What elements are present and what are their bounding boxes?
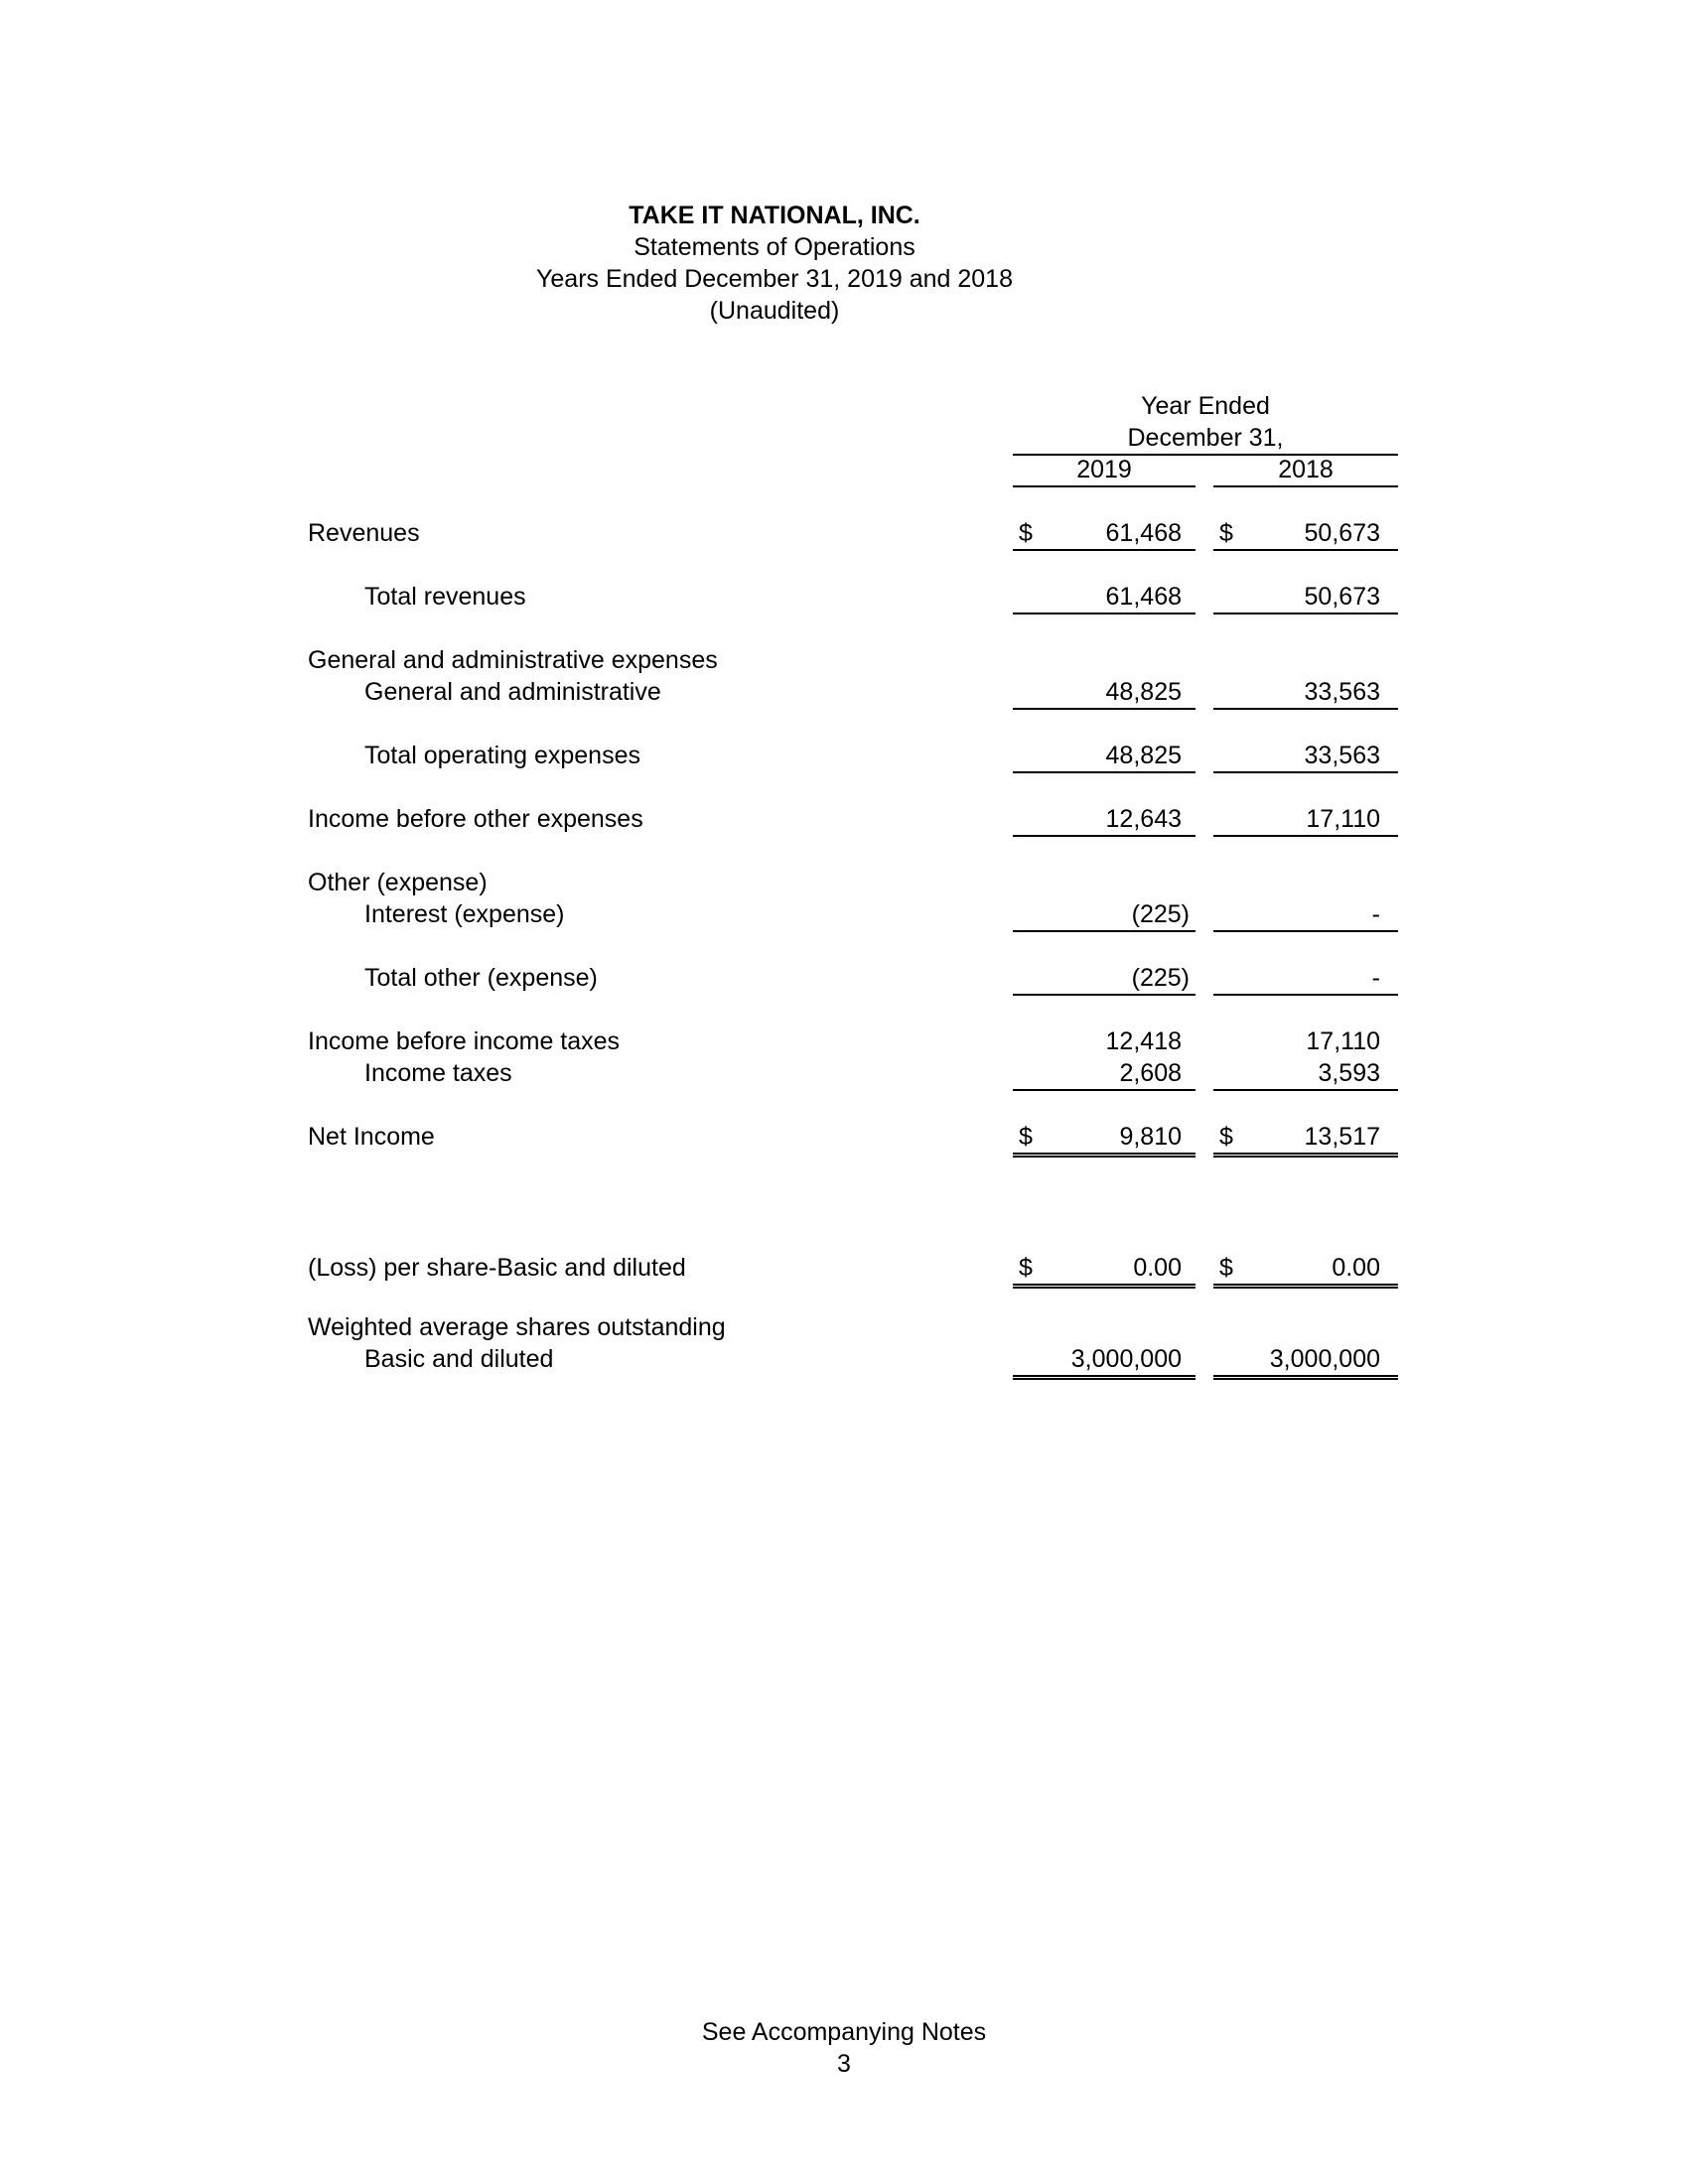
underline-rule [1013, 771, 1196, 773]
total-revenues-label: Total revenues [364, 583, 526, 611]
underline-rule [1013, 613, 1196, 614]
income-before-taxes-label: Income before income taxes [308, 1027, 621, 1055]
column-header-2019-rule [1013, 485, 1196, 487]
wso-heading: Weighted average shares outstanding [308, 1313, 726, 1341]
net-income-label: Net Income [308, 1123, 435, 1151]
net-income-2018: 13,517 [1304, 1123, 1380, 1151]
wso-2018: 3,000,000 [1269, 1345, 1380, 1373]
total-other-label: Total other (expense) [364, 964, 598, 992]
currency-symbol: $ [1019, 1123, 1033, 1151]
underline-rule [1213, 994, 1398, 996]
double-underline-rule [1013, 1375, 1196, 1380]
ga-2018: 33,563 [1304, 678, 1380, 706]
ga-label: General and administrative [364, 678, 661, 706]
underline-rule [1213, 835, 1398, 837]
column-header-2018: 2018 [1278, 456, 1334, 483]
double-underline-rule [1213, 1375, 1398, 1380]
income-before-taxes-2018: 17,110 [1306, 1027, 1380, 1055]
interest-2018: - [1371, 900, 1380, 928]
eps-2019: 0.00 [1133, 1254, 1182, 1282]
currency-symbol: $ [1219, 1123, 1233, 1151]
revenues-label: Revenues [308, 519, 420, 547]
interest-2019: (225) [1131, 900, 1190, 928]
audit-status: (Unaudited) [709, 297, 840, 325]
underline-rule [1013, 1089, 1196, 1091]
underline-rule [1213, 549, 1398, 551]
income-taxes-label: Income taxes [364, 1059, 512, 1087]
footer-note: See Accompanying Notes [701, 2018, 987, 2046]
double-underline-rule [1013, 1153, 1196, 1158]
revenues-2019: 61,468 [1105, 519, 1182, 547]
income-before-other-2018: 17,110 [1306, 805, 1380, 833]
ga-2019: 48,825 [1105, 678, 1182, 706]
ga-heading: General and administrative expenses [308, 646, 718, 674]
total-operating-label: Total operating expenses [364, 742, 640, 769]
double-underline-rule [1213, 1284, 1398, 1289]
total-operating-2018: 33,563 [1304, 742, 1380, 769]
currency-symbol: $ [1019, 1254, 1033, 1282]
column-group-line1: Year Ended [1141, 392, 1270, 420]
underline-rule [1013, 994, 1196, 996]
column-header-2018-rule [1213, 485, 1398, 487]
total-revenues-2018: 50,673 [1304, 583, 1380, 611]
income-taxes-2018: 3,593 [1318, 1059, 1380, 1087]
page-number: 3 [837, 2050, 851, 2078]
revenues-2018: 50,673 [1304, 519, 1380, 547]
total-other-2018: - [1371, 964, 1380, 992]
wso-label: Basic and diluted [364, 1345, 554, 1373]
double-underline-rule [1013, 1284, 1196, 1289]
statement-period: Years Ended December 31, 2019 and 2018 [536, 265, 1013, 293]
total-revenues-2019: 61,468 [1105, 583, 1182, 611]
underline-rule [1213, 613, 1398, 614]
underline-rule [1013, 835, 1196, 837]
net-income-2019: 9,810 [1119, 1123, 1182, 1151]
underline-rule [1213, 930, 1398, 932]
currency-symbol: $ [1019, 519, 1033, 547]
underline-rule [1013, 549, 1196, 551]
income-taxes-2019: 2,608 [1119, 1059, 1182, 1087]
total-operating-2019: 48,825 [1105, 742, 1182, 769]
underline-rule [1213, 771, 1398, 773]
currency-symbol: $ [1219, 1254, 1233, 1282]
income-before-other-label: Income before other expenses [308, 805, 643, 833]
statement-title: Statements of Operations [633, 233, 915, 261]
currency-symbol: $ [1219, 519, 1233, 547]
company-name: TAKE IT NATIONAL, INC. [629, 202, 920, 229]
underline-rule [1213, 1089, 1398, 1091]
other-heading: Other (expense) [308, 869, 488, 896]
underline-rule [1013, 930, 1196, 932]
interest-label: Interest (expense) [364, 900, 565, 928]
income-before-taxes-2019: 12,418 [1105, 1027, 1182, 1055]
eps-2018: 0.00 [1332, 1254, 1380, 1282]
underline-rule [1213, 708, 1398, 710]
double-underline-rule [1213, 1153, 1398, 1158]
total-other-2019: (225) [1131, 964, 1190, 992]
wso-2019: 3,000,000 [1070, 1345, 1182, 1373]
underline-rule [1013, 708, 1196, 710]
eps-label: (Loss) per share-Basic and diluted [308, 1254, 686, 1282]
column-group-line2: December 31, [1127, 424, 1284, 452]
column-header-2019: 2019 [1076, 456, 1132, 483]
income-before-other-2019: 12,643 [1105, 805, 1182, 833]
